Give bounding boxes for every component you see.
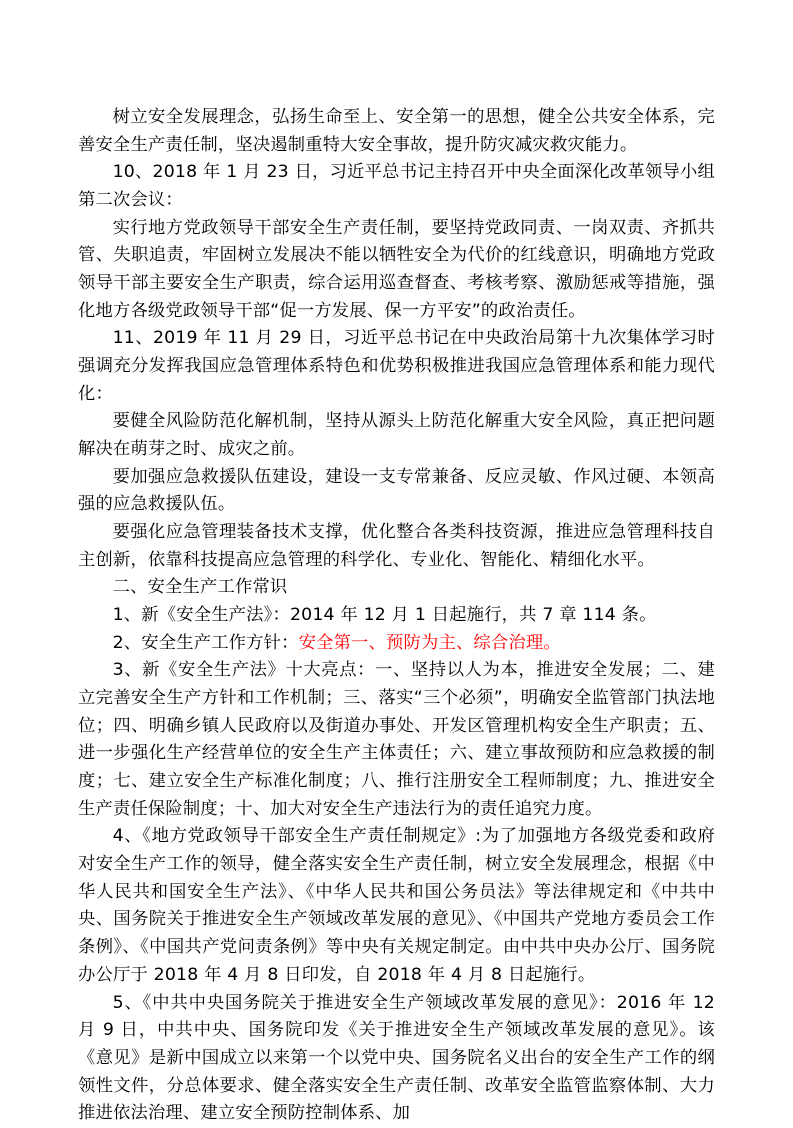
paragraph: 11、2019 年 11 月 29 日，习近平总书记在中央政治局第十九次集体学习时强调充分发挥我国应急管理体系特色和优势积极推进我国应急管理体系和能力现代化： [78,328,715,404]
paragraph-with-highlight [78,630,715,658]
paragraph: 要强化应急管理装备技术支撑，优化整合各类科技资源，推进应急管理科技自主创新，依靠科技提高应急管理的科学化、专业化、智能化、精细化水平。 [78,522,715,570]
paragraph: 3、新《安全生产法》十大亮点：一、坚持以人为本，推进安全发展；二、建立完善安全生产方针和工作机制；三、落实“三个必须”，明确安全监管部门执法地位；四、明确乡镇人民政府以及街道办事处、开发区管理机构安全生产职责；五、进一步强化生产经营单位的安全生产主体责任；六、建立事故预防和应急救援的制度；七、建立安全生产标准化制度；八、推行注册安全工程师制度；九、推进安全生产责任保险制度；十、加大对安全生产违法行为的责任追究力度。 [78,660,715,819]
paragraph: 实行地方党政领导干部安全生产责任制，要坚持党政同责、一岗双责、齐抓共管、失职追责，牢固树立发展决不能以牺牲安全为代价的红线意识，明确地方党政领导干部主要安全生产职责，综合运用巡查督查、考核考察、激励惩戒等措施，强化地方各级党政领导干部“促一方发展、保一方平安”的政治责任。 [78,217,715,321]
document-body [78,104,715,1128]
highlighted-text: 安全第一、预防为主、综合治理。 [298,632,561,653]
paragraph: 4、《地方党政领导干部安全生产责任制规定》:为了加强地方各级党委和政府对安全生产工作的领导，健全落实安全生产责任制，树立安全发展理念，根据《中华人民共和国安全生产法》、《中华人民共和国公务员法》等法律规定和《中共中央、国务院关于推进安全生产领域改革发展的意见》、《中国共产党地方委员会工作条例》、《中国共产党问责条例》等中央有关规定制定。由中共中央办公厅、国务院办公厅于 2018 年 4 月 8 日印发，自 2018 年 4 月 8 日起施行。 [78,826,715,985]
paragraph: 要加强应急救援队伍建设，建设一支专常兼备、反应灵敏、作风过硬、本领高强的应急救援队伍。 [78,466,715,515]
paragraph: 10、2018 年 1 月 23 日，习近平总书记主持召开中央全面深化改革领导小组第二次会议： [78,162,715,211]
paragraph: 树立安全发展理念，弘扬生命至上、安全第一的思想，健全公共安全体系，完善安全生产责任制，坚决遏制重特大安全事故，提升防灾减灾救灾能力。 [78,107,715,155]
paragraph-prefix: 2、安全生产工作方针： [112,632,299,653]
paragraph: 要健全风险防范化解机制，坚持从源头上防范化解重大安全风险，真正把问题解决在萌芽之时、成灾之前。 [78,411,715,460]
section-heading: 二、安全生产工作常识 [112,577,288,598]
paragraph: 1、新《安全生产法》：2014 年 12 月 1 日起施行，共 7 章 114 条。 [112,605,657,626]
paragraph: 5、《中共中央国务院关于推进安全生产领域改革发展的意见》：2016 年 12 月 9 日，中共中央、国务院印发《关于推进安全生产领域改革发展的意见》。该《意见》是新中国成立以来第一个以党中央、国务院名义出台的安全生产工作的纲领性文件，分总体要求、健全落实安全生产责任制、改革安全监管监察体制、大力推进依法治理、建立安全预防控制体系、加 [78,992,715,1124]
